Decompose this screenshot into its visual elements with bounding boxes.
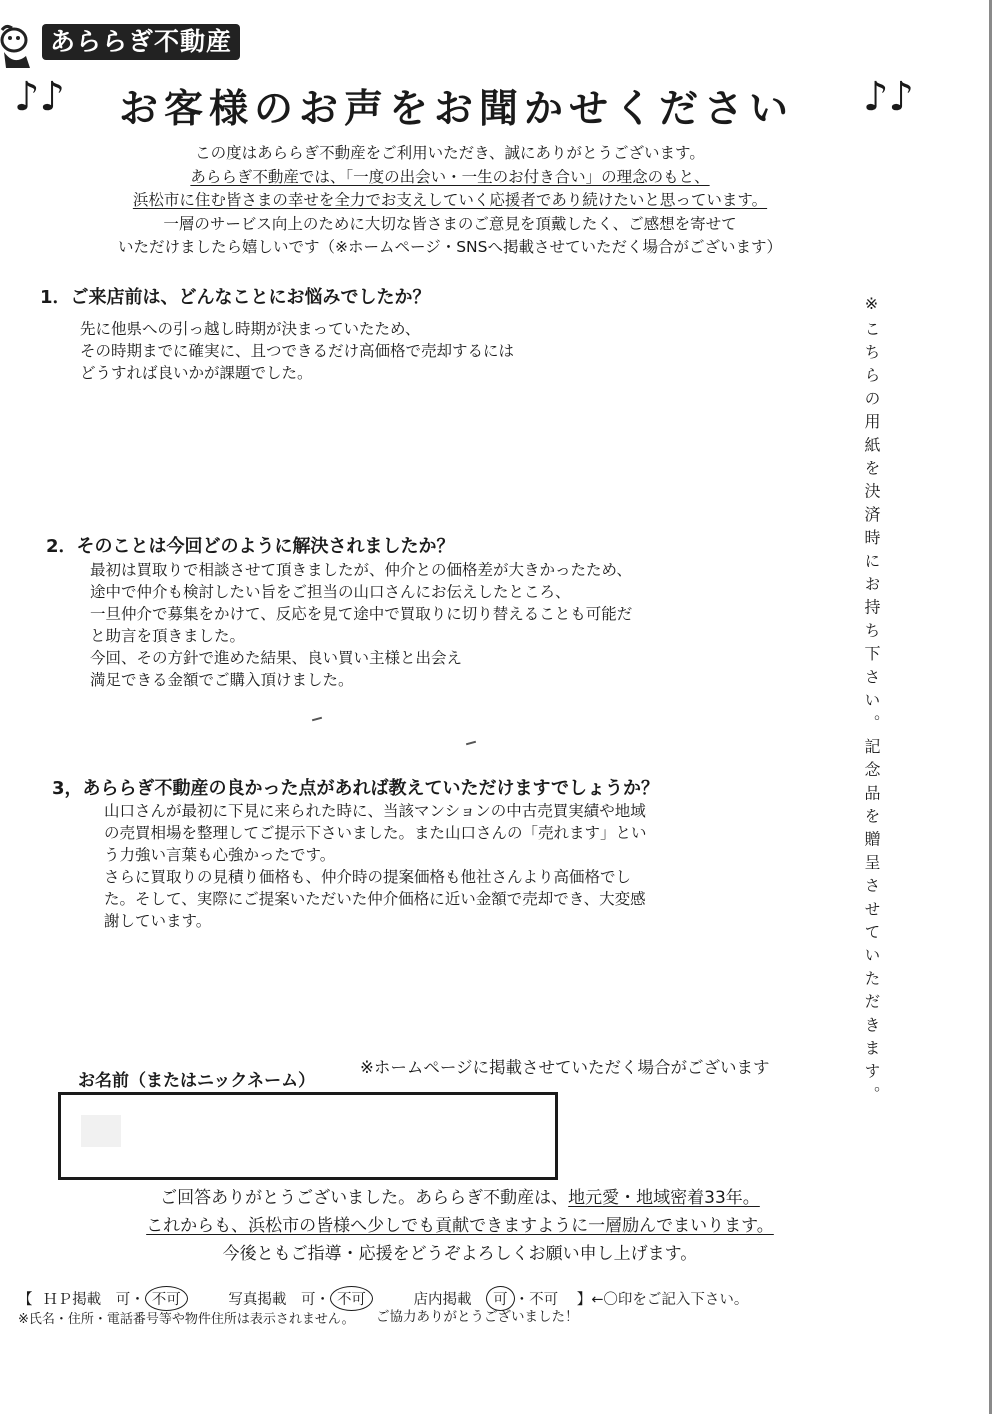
- hp-option-ok[interactable]: 可・: [115, 1292, 145, 1308]
- answer-line: 先に他県への引っ越し時期が決まっていたため、: [80, 320, 421, 338]
- answer-line: 今回、その方針で進めた結果、良い買い主様と出会え: [90, 649, 463, 667]
- closing-line: [100, 1184, 820, 1212]
- scan-speck: [466, 741, 476, 746]
- intro-line: 一層のサービス向上のために大切な皆さまのご意見を頂戴したく、ご感想を寄せて: [163, 214, 737, 233]
- hp-label: ＨＰ掲載: [43, 1292, 102, 1308]
- company-logo: あららぎ不動産: [42, 24, 240, 60]
- answer-line: 謝しています。: [104, 912, 212, 930]
- answer-line: さらに買取りの見積り価格も、仲介時の提案価格も他社さんより高価格でし: [104, 868, 632, 886]
- store-option-ng[interactable]: ・不可: [514, 1292, 559, 1308]
- answer-line: た。そして、実際にご提案いただいた仲介価格に近い金額で売却でき、大変感: [104, 890, 646, 908]
- photo-option-ng[interactable]: 不可: [330, 1286, 373, 1311]
- photo-label: 写真掲載: [228, 1292, 287, 1308]
- title-row: [14, 70, 914, 136]
- answer-line: 途中で仲介も検討したい旨をご担当の山口さんにお伝えしたところ、: [90, 583, 571, 601]
- photo-option-ok[interactable]: 可・: [300, 1292, 330, 1308]
- intro-line: 浜松市に住む皆さまの幸せを全力でお支えしていく応援者であり続けたいと思っています。: [132, 191, 768, 209]
- answer-line: う力強い言葉も心強かったです。: [104, 846, 336, 864]
- music-note-icon: ♪♪: [14, 74, 66, 120]
- closing-line: これからも、浜松市の皆様へ少しでも貢献できますように一層励んでまいります。: [146, 1216, 774, 1236]
- music-note-icon: ♪♪: [862, 74, 914, 120]
- privacy-note: ※氏名・住所・電話番号等や物件住所は表示されません。: [18, 1312, 355, 1327]
- mascot-logo-icon: [0, 22, 44, 74]
- closing-message: [100, 1184, 820, 1268]
- question-2-answer: [90, 559, 632, 691]
- question-3-label: 3，あららぎ不動産の良かった点があれば教えていただけますでしょうか？: [52, 778, 660, 799]
- thanks-note: ご協力ありがとうございました！: [376, 1309, 579, 1325]
- intro-text: [70, 142, 830, 260]
- answer-line: 一旦仲介で募集をかけて、反応を見て途中で買取りに切り替えることも可能だ: [90, 605, 633, 623]
- answer-line: 最初は買取りで相談させて頂きましたが、仲介との価格差が大きかったため、: [90, 561, 632, 579]
- name-label: お名前（またはニックネーム）: [78, 1071, 316, 1091]
- question-2-label: 2．そのことは今回どのように解決されましたか？: [46, 536, 455, 557]
- scan-speck: [312, 717, 322, 722]
- intro-line: あららぎ不動産では、「一度の出会い・一生のお付き合い」の理念のもと、: [190, 167, 710, 186]
- question-1-answer: [80, 318, 514, 384]
- store-label: 店内掲載: [413, 1292, 472, 1308]
- redacted-name: [81, 1115, 121, 1147]
- answer-line: の売買相場を整理してご提示下さいました。また山口さんの「売れます」とい: [104, 824, 647, 842]
- permission-instruction: 】←〇印をご記入下さい。: [576, 1292, 749, 1308]
- answer-line: どうすれば良いかが課題でした。: [80, 364, 313, 382]
- question-3-answer: [104, 800, 647, 932]
- closing-line: 今後ともご指導・応援をどうぞよろしくお願い申し上げます。: [222, 1244, 698, 1264]
- page-title: お客様のお声をお聞かせください: [119, 87, 795, 132]
- name-note: ※ホームページに掲載させていただく場合がございます: [360, 1058, 770, 1077]
- side-note-vertical: ※こちらの用紙を決済時にお持ち下さい。記念品を贈呈させていただきます。: [862, 294, 881, 1109]
- store-option-ok[interactable]: 可: [486, 1286, 515, 1311]
- intro-line: いただけましたら嬉しいです（※ホームページ・SNSへ掲載させていただく場合がございます）: [118, 238, 782, 256]
- closing-highlight: 地元愛・地域密着33年。: [568, 1188, 760, 1208]
- answer-line: その時期までに確実に、且つできるだけ高価格で売却するには: [80, 342, 515, 360]
- closing-text: ご回答ありがとうございました。あららぎ不動産は、: [160, 1188, 569, 1208]
- answer-line: 満足できる金額でご購入頂けました。: [90, 671, 354, 689]
- answer-line: と助言を頂きました。: [90, 627, 246, 645]
- answer-line: 山口さんが最初に下見に来られた時に、当該マンションの中古売買実績や地域: [104, 802, 646, 820]
- name-field[interactable]: [58, 1092, 558, 1180]
- scan-edge-line: [989, 0, 992, 1414]
- bracket-open: 【: [18, 1292, 33, 1308]
- hp-option-ng[interactable]: 不可: [145, 1286, 188, 1311]
- question-1-label: 1．ご来店前は、どんなことにお悩みでしたか？: [40, 287, 431, 308]
- intro-line: この度はあららぎ不動産をご利用いただき、誠にありがとうございます。: [195, 144, 705, 162]
